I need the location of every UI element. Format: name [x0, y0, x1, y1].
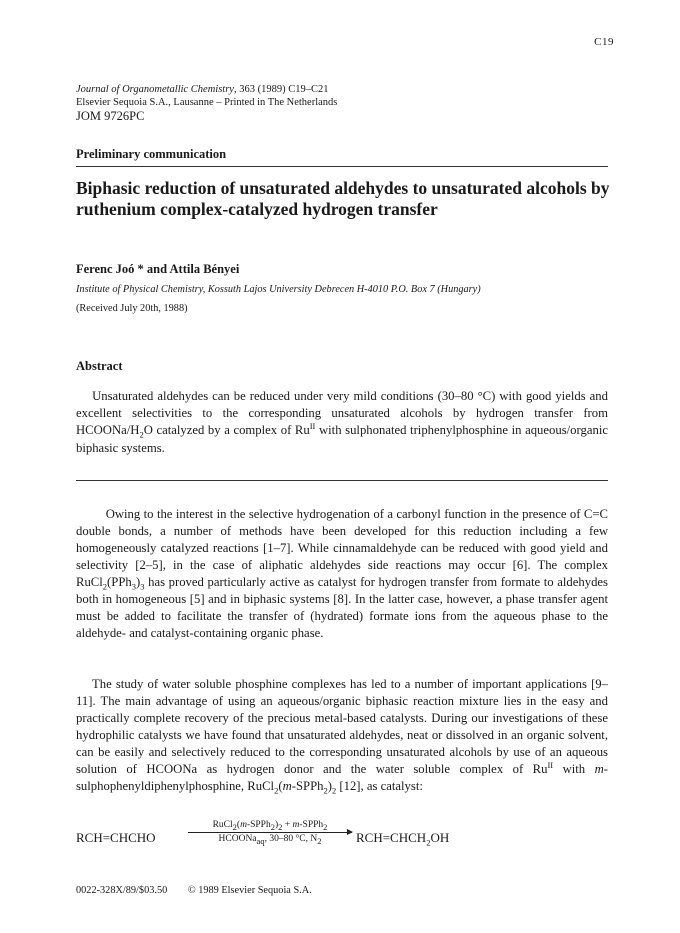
catalyst-label: $RuCl_2(m-SPPh_2)_2$ + m-SPPh$_2$: [212, 820, 328, 832]
reaction-arrow: [188, 820, 352, 844]
journal-header: [76, 83, 337, 123]
product: $RCH=CHCH_2OH$: [356, 830, 450, 848]
section-label: Preliminary communication: [76, 147, 227, 161]
arrow-line: [188, 832, 352, 833]
received-date: (Received July 20th, 1988): [76, 303, 188, 314]
journal-citation: , 363 (1989) C19–C21: [233, 84, 329, 95]
paragraph-1: Owing to the interest in the selective hydrogenation of a carbonyl function in the presence of C=C double bonds, a number of methods have been developed for this reduction including a few homogeneously catalyzed reactions [1–7]. While cinnamaldehyde can be reduced with good yield and selectivity [2–5], in the case of aliphatic aldehydes side reactions may occur [6]. The complex $RuCl_2(PPh_3)_3$ has proved particularly active as catalyst for hydrogen transfer from formate to aldehydes both in homogeneous [5] and in biphasic systems [8]. In the latter case, however, a phase transfer agent must be added to facilitate the transfer of (hydrated) formate ions from the aqueous phase to the aldehyde- and catalyst-containing organic phase.: [76, 507, 608, 640]
abstract-text: Unsaturated aldehydes can be reduced under very mild conditions (30–80 °C) with good yields and excellent selectivities to the corresponding unsaturated alcohols by hydrogen transfer from HCOONa/$H_2O$ catalyzed by a complex of $Ru^{II}$ with sulphonated triphenylphosphine in aqueous/organic biphasic systems.: [76, 389, 608, 455]
publisher-line: Elsevier Sequoia S.A., Lausanne – Printed in The Netherlands: [76, 97, 338, 108]
affiliation: Institute of Physical Chemistry, Kossuth Lajos University Debrecen H-4010 P.O. Box 7 (Hungary): [76, 284, 481, 295]
jom-number: JOM 9726PC: [76, 109, 145, 123]
footer: [76, 885, 330, 896]
price-code: 0022-328X/89/$03.50: [76, 885, 168, 896]
copyright: © 1989 Elsevier Sequoia S.A.: [187, 885, 312, 896]
article-title: Biphasic reduction of unsaturated aldehydes to unsaturated alcohols by ruthenium complex-catalyzed hydrogen transfer: [76, 178, 610, 219]
journal-name: Journal of Organometallic Chemistry: [76, 84, 234, 95]
conditions-label: HCOONa$_{aq}$, 30–80 °C, $N_2$: [218, 834, 322, 846]
authors: Ferenc Joó * and Attila Bényei: [76, 262, 240, 276]
reactant: RCH=CHCHO: [76, 830, 156, 845]
reaction-equation: [76, 820, 608, 852]
page-number: C19: [594, 36, 614, 48]
divider-top: [76, 166, 608, 167]
divider-abstract: [76, 480, 608, 481]
paragraph-2: The study of water soluble phosphine complexes has led to a number of important applications [9–11]. The main advantage of using an aqueous/organic biphasic reaction mixture lies in the easy and practically complete recovery of the precious metal-based catalysts. During our investigations of these hydrophilic catalysts we have found that unsaturated aldehydes, neat or dissolved in an organic solvent, can be easily and selectively reduced to the corresponding unsaturated alcohols by use of an aqueous solution of HCOONa as hydrogen donor and the water soluble complex of $Ru^{II}$ with m-sulphophenyldiphenylphosphine, $RuCl_2(m-SPPh_2)_2$ [12], as catalyst:: [76, 677, 608, 796]
abstract-heading: Abstract: [76, 359, 123, 373]
